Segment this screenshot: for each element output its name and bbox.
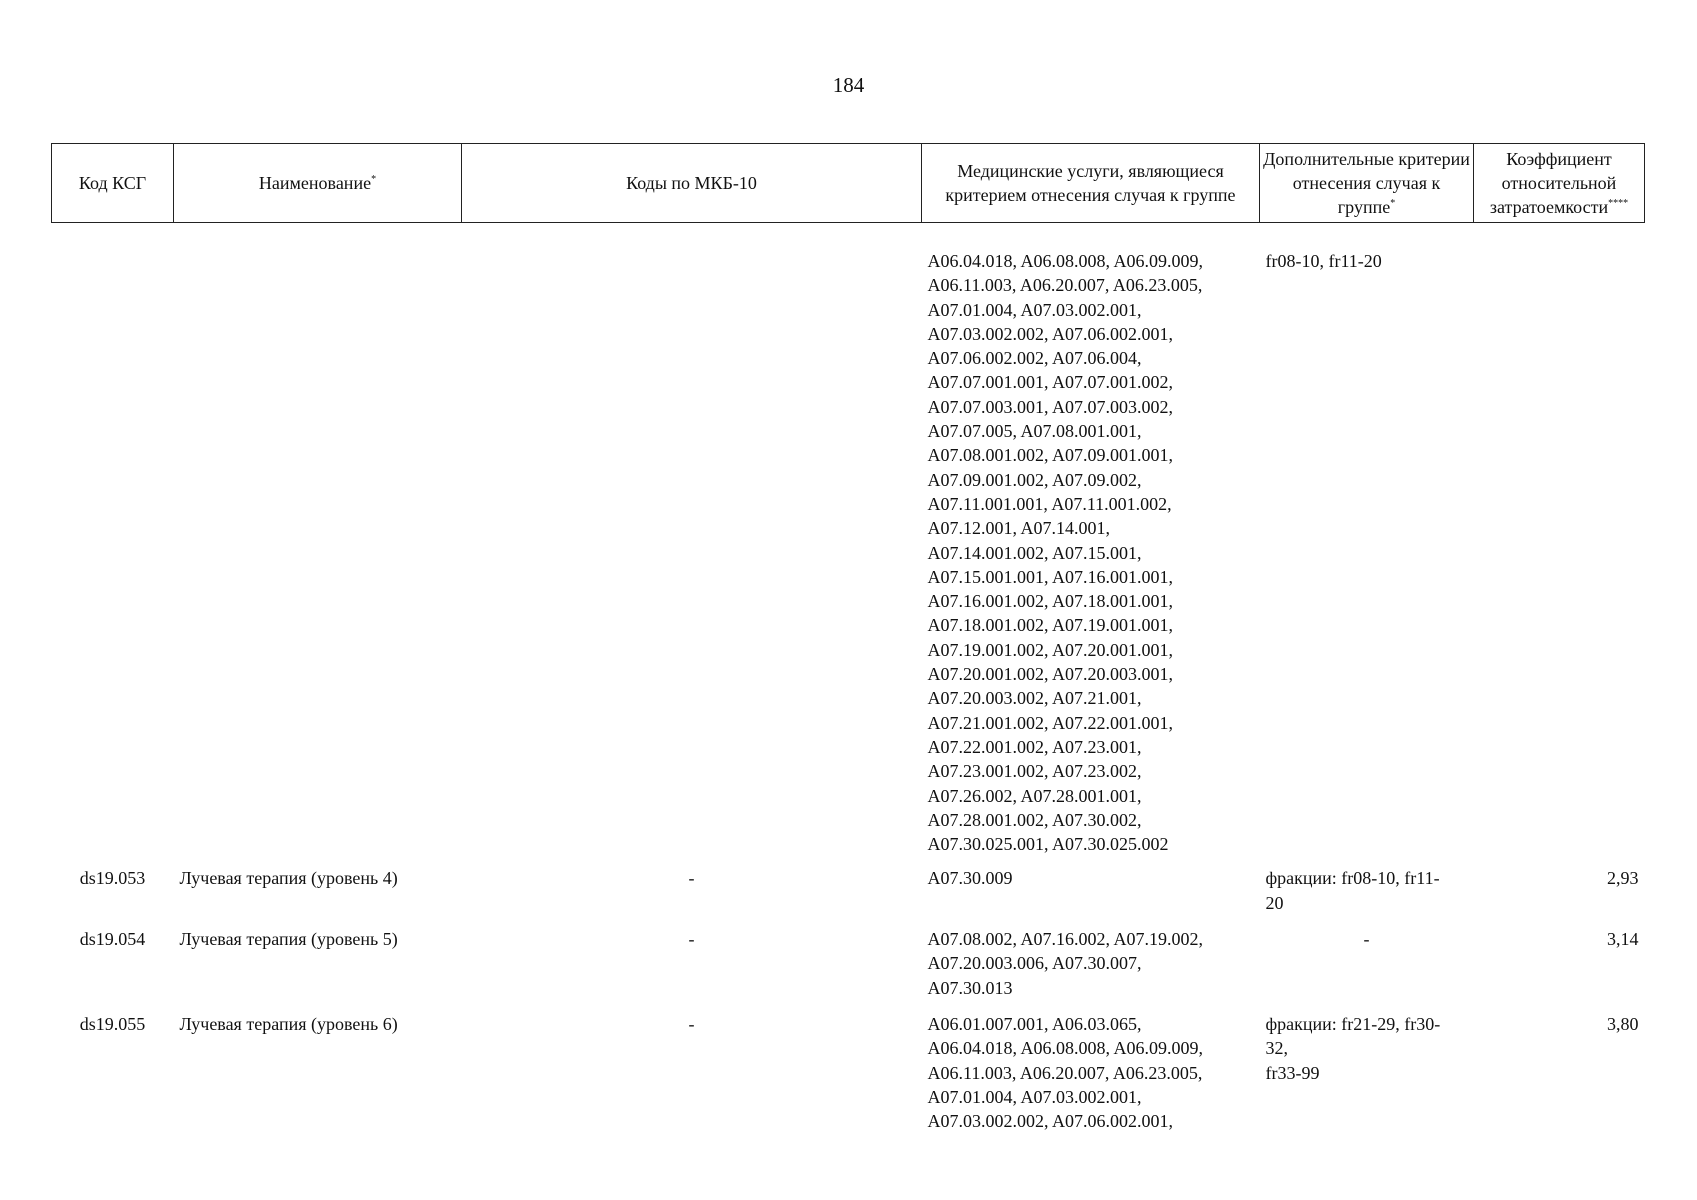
table-row-continuation bbox=[52, 249, 1645, 866]
cell-name: Лучевая терапия (уровень 4) bbox=[179, 868, 398, 889]
cell-coef: 2,93 bbox=[1607, 868, 1639, 889]
page-number: 184 bbox=[832, 73, 865, 97]
cell-coef: 3,80 bbox=[1607, 1013, 1639, 1034]
cell-services: A07.08.002, A07.16.002, A07.19.002, A07.20.003.006, A07.30.007, A07.30.013 bbox=[927, 929, 1204, 998]
header-coef: Коэффициент относительной затратоемкости**** bbox=[1474, 144, 1645, 223]
cell-criteria: fr08-10, fr11-20 bbox=[1265, 251, 1382, 271]
cell-coef bbox=[1474, 249, 1645, 866]
cell-code: ds19.053 bbox=[79, 868, 146, 889]
cell-criteria: фракции: fr08-10, fr11- 20 bbox=[1265, 868, 1440, 913]
cell-name bbox=[174, 249, 462, 866]
table-row bbox=[52, 1012, 1645, 1145]
cell-services: A07.30.009 bbox=[927, 868, 1013, 889]
cell-name: Лучевая терапия (уровень 6) bbox=[179, 1013, 398, 1034]
header-coef-footnote-mark: **** bbox=[1608, 198, 1629, 209]
cell-criteria: - bbox=[1363, 929, 1370, 950]
cell-code: ds19.055 bbox=[79, 1013, 146, 1034]
cell-code bbox=[52, 249, 174, 866]
header-criteria: Дополнительные критерии отнесения случая к группе* bbox=[1260, 144, 1474, 223]
cell-coef: 3,14 bbox=[1607, 929, 1639, 950]
header-name: Наименование* bbox=[174, 144, 462, 223]
header-services: Медицинские услуги, являющиеся критерием отнесения случая к группе bbox=[922, 144, 1260, 223]
table-header-row bbox=[52, 144, 1645, 223]
ksg-table bbox=[51, 143, 1645, 1145]
header-name-footnote-mark: * bbox=[371, 174, 377, 185]
header-criteria-footnote-mark: * bbox=[1390, 198, 1396, 209]
cell-mkb bbox=[462, 249, 922, 866]
cell-code: ds19.054 bbox=[79, 929, 146, 950]
cell-mkb: - bbox=[688, 929, 695, 950]
cell-name: Лучевая терапия (уровень 5) bbox=[179, 929, 398, 950]
header-code: Код КСГ bbox=[52, 144, 174, 223]
table-row bbox=[52, 866, 1645, 927]
cell-services: A06.01.007.001, A06.03.065, A06.04.018, A06.08.008, A06.09.009, A06.11.003, A06.20.007, A06.23.005, A07.01.004, A07.03.002.001, A07.03.002.002, A07.06.002.001, bbox=[927, 1013, 1204, 1132]
cell-mkb: - bbox=[688, 1013, 695, 1034]
cell-mkb: - bbox=[688, 868, 695, 889]
table-row bbox=[52, 927, 1645, 1012]
cell-criteria: фракции: fr21-29, fr30- 32, fr33-99 bbox=[1265, 1013, 1441, 1083]
cell-services: A06.04.018, A06.08.008, A06.09.009, A06.11.003, A06.20.007, A06.23.005, A07.01.004, A07.03.002.001, A07.03.002.002, A07.06.002.001, A07.06.002.002, A07.06.004, A07.07.001.001, A07.07.001.002, A07.07.003.001, A07.07.003.002, A07.07.005, A07.08.001.001, A07.08.001.002, A07.09.001.001, A07.09.001.002, A07.09.002, A07.11.001.001, A07.11.001.002, A07.12.001, A07.14.001, A07.14.001.002, A07.15.001, A07.15.001.001, A07.16.001.001, A07.16.001.002, A07.18.001.001, A07.18.001.002, A07.19.001.001, A07.19.001.002, A07.20.001.001, A07.20.001.002, A07.20.003.001, A07.20.003.002, A07.21.001, A07.21.001.002, A07.22.001.001, A07.22.001.002, A07.23.001, A07.23.001.002, A07.23.002, A07.26.002, A07.28.001.001, A07.28.001.002, A07.30.002, A07.30.025.001, A07.30.025.002 bbox=[927, 251, 1204, 855]
header-mkb: Коды по МКБ-10 bbox=[462, 144, 922, 223]
